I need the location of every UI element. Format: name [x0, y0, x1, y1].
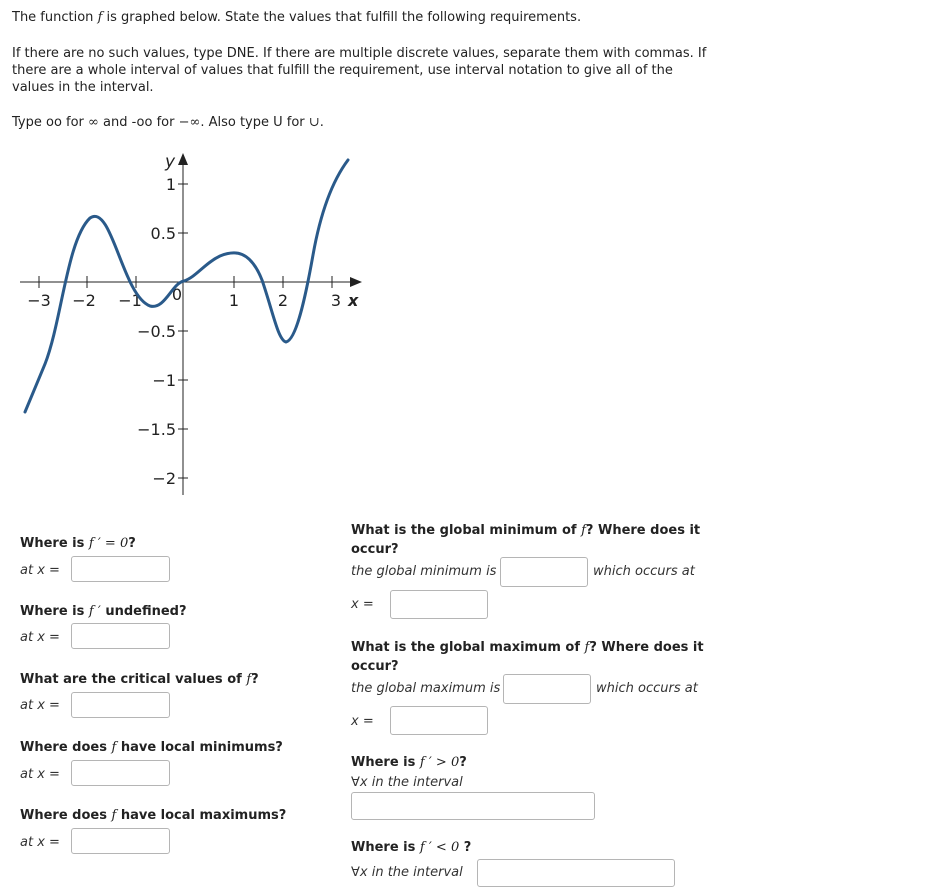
y-tick-label: −0.5 — [137, 322, 176, 341]
x-tick-label: 3 — [330, 291, 342, 310]
answer-label: at x = — [20, 698, 60, 713]
answer-label: at x = — [20, 630, 60, 645]
question-text: Where is — [351, 840, 420, 855]
x-tick-label: 2 — [277, 291, 289, 310]
answer-label: at x = — [20, 563, 60, 578]
question-text: Where is — [20, 604, 89, 619]
instruction-text: If there are no such values, type DNE. If there are multiple discrete values, separate them with commas. If — [12, 46, 707, 61]
instruction-text: and -oo for — [98, 115, 179, 130]
global-min-x-input[interactable] — [390, 590, 488, 619]
global-max-x-input[interactable] — [390, 706, 488, 735]
answer-label: at x = — [20, 767, 60, 782]
answer-label: at x = — [20, 835, 60, 850]
question-fprime-undefined — [20, 604, 187, 619]
x-tick-label: −3 — [27, 291, 51, 310]
global-max-x-label: x = — [351, 714, 374, 729]
instruction-text: values in the interval. — [12, 80, 154, 95]
question-text: Where does — [20, 808, 112, 823]
question-text: ? Where does it — [585, 523, 701, 538]
question-critical-values — [20, 672, 259, 687]
y-tick-label: −2 — [152, 469, 176, 488]
function-curve — [25, 160, 348, 412]
local-maximums-input[interactable] — [71, 828, 170, 854]
critical-values-input[interactable] — [71, 692, 170, 718]
question-fprime-zero — [20, 536, 136, 551]
instruction-text: . — [319, 115, 324, 130]
question-text: occur? — [351, 542, 399, 557]
infinity-symbol: ∞ — [88, 115, 99, 130]
question-text: What is the global maximum of — [351, 640, 585, 655]
x-axis-arrow-icon — [350, 277, 362, 287]
question-text: Where is — [351, 755, 420, 770]
question-fprime-negative — [351, 840, 471, 855]
instruction-para-2 — [12, 45, 706, 96]
question-math: f — [246, 672, 252, 687]
instruction-text: . Also type U for — [200, 115, 309, 130]
function-symbol: f — [97, 10, 103, 25]
question-local-minimums — [20, 740, 283, 755]
question-text: ? — [459, 755, 467, 770]
neg-infinity-symbol: −∞ — [178, 115, 201, 130]
question-math: f — [581, 523, 586, 538]
x-tick-label: −2 — [72, 291, 96, 310]
question-math: f ′ > 0 — [419, 755, 460, 770]
question-text: ? Where does it — [589, 640, 704, 655]
global-min-occurs-label: which occurs at — [593, 564, 695, 579]
y-axis-label: y — [164, 152, 175, 172]
instruction-text: is graphed below. State the values that fulfill the following requirements. — [102, 10, 582, 25]
global-max-value-label: the global maximum is — [351, 681, 501, 696]
global-min-x-label: x = — [351, 597, 374, 612]
question-text: have local maximums? — [116, 808, 287, 823]
question-text: occur? — [351, 659, 399, 674]
question-global-minimum — [351, 521, 700, 559]
question-text: What is the global minimum of — [351, 523, 582, 538]
instruction-line-3 — [12, 114, 324, 131]
question-text: ? — [251, 672, 259, 687]
instruction-text: The function — [12, 10, 98, 25]
y-tick-label: −1.5 — [137, 420, 176, 439]
fprime-negative-interval-label: ∀x in the interval — [351, 865, 463, 880]
instruction-text: Type oo for — [12, 115, 89, 130]
x-axis-label: x — [348, 291, 359, 310]
fprime-positive-input[interactable] — [351, 792, 595, 820]
fprime-zero-input[interactable] — [71, 556, 170, 582]
global-max-value-input[interactable] — [503, 674, 591, 704]
question-text: Where does — [20, 740, 112, 755]
question-math: f — [111, 740, 117, 755]
question-math: f ′ < 0 — [419, 840, 460, 855]
question-math: f ′ — [88, 604, 101, 619]
origin-label: 0 — [171, 285, 182, 304]
y-tick-label: 1 — [165, 175, 176, 194]
instruction-line-1 — [12, 9, 581, 26]
fprime-positive-interval-label: ∀x in the interval — [351, 775, 463, 790]
local-minimums-input[interactable] — [71, 760, 170, 786]
question-text: undefined? — [100, 604, 187, 619]
instruction-text: there are a whole interval of values that fulfill the requirement, use interval notation to give all of the — [12, 63, 673, 78]
question-math: f — [111, 808, 117, 823]
y-axis-arrow-icon — [178, 153, 188, 165]
question-text: Where is — [20, 536, 89, 551]
question-text: ? — [459, 840, 472, 855]
fprime-negative-input[interactable] — [477, 859, 675, 887]
y-tick-label: 0.5 — [150, 224, 176, 243]
x-tick-label: 1 — [228, 291, 240, 310]
x-tick-label: −1 — [118, 291, 142, 310]
y-tick-label: −1 — [152, 371, 176, 390]
function-graph — [0, 140, 380, 510]
question-text: ? — [128, 536, 136, 551]
question-global-maximum — [351, 638, 704, 676]
question-local-maximums — [20, 808, 286, 823]
question-text: have local minimums? — [116, 740, 283, 755]
global-min-value-input[interactable] — [500, 557, 588, 587]
question-fprime-positive — [351, 755, 467, 770]
question-math: f ′ = 0 — [88, 536, 129, 551]
question-math: f — [584, 640, 590, 655]
union-symbol: ∪ — [308, 115, 320, 130]
fprime-undefined-input[interactable] — [71, 623, 170, 649]
global-max-occurs-label: which occurs at — [596, 681, 698, 696]
global-min-value-label: the global minimum is — [351, 564, 497, 579]
question-text: What are the critical values of — [20, 672, 247, 687]
